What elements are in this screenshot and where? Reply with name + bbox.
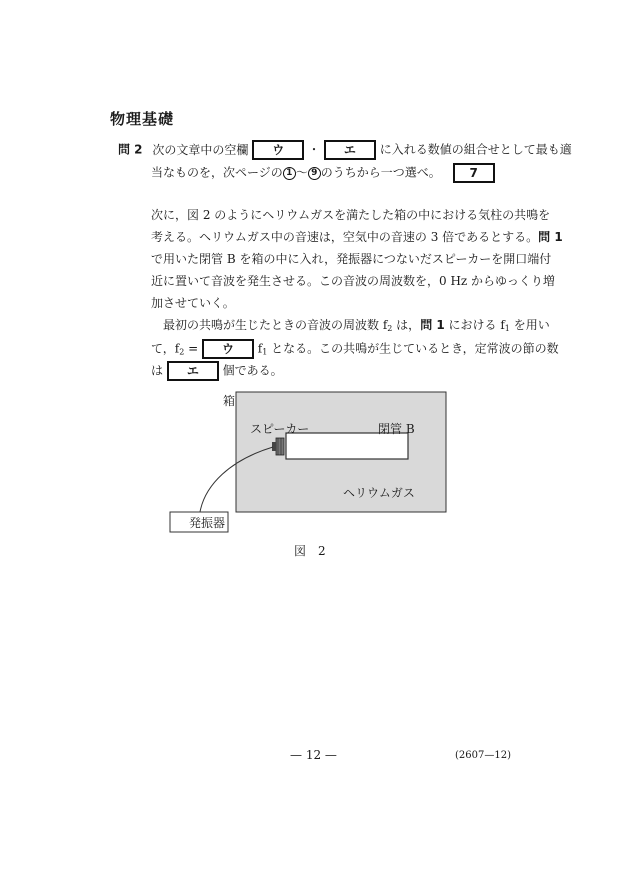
section-title: 物理基礎 bbox=[110, 110, 175, 128]
para2-l2-sub: 2 bbox=[179, 347, 185, 357]
separator-dot: ・ bbox=[308, 142, 321, 157]
para2-l1-b: は， bbox=[392, 318, 421, 332]
para2-l2-c: f bbox=[253, 341, 263, 356]
para2-l1-ref: 問 1 bbox=[420, 318, 445, 332]
page-number: — 12 — bbox=[290, 748, 337, 762]
figure-caption: 図 2 bbox=[294, 544, 326, 558]
para2-l2-b: = bbox=[184, 341, 202, 356]
para2-l2-sub2: 1 bbox=[262, 347, 268, 357]
answer-number-box: 7 bbox=[453, 163, 495, 183]
para1-line-2-ref: 問 1 bbox=[538, 230, 563, 244]
para2-l1-sub2: 1 bbox=[504, 324, 510, 333]
para1-line-3: で用いた閉管 B を箱の中に入れ，発振器につないだスピーカーを開口端付 bbox=[151, 252, 552, 266]
para1-line-5: 加させていく。 bbox=[151, 296, 235, 310]
para1-line-1: 次に，図 2 のようにヘリウムガスを満たした箱の中における気柱の共鳴を bbox=[151, 208, 551, 222]
answer-box-e-inline: エ bbox=[167, 361, 219, 381]
speaker-label: スピーカー bbox=[250, 422, 310, 436]
exam-code: (2607—12) bbox=[455, 750, 511, 761]
answer-box-u-inline: ウ bbox=[202, 339, 254, 359]
para2-l3-a: は bbox=[151, 363, 164, 378]
para2-l2-d: となる。この共鳴が生じているとき，定常波の節の数 bbox=[267, 341, 559, 356]
para2-l3-b: 個である。 bbox=[222, 363, 283, 378]
para2-l2-a: て，f bbox=[151, 341, 180, 356]
para2-l1-d: における f bbox=[444, 318, 505, 332]
para2-l1-sub: 2 bbox=[387, 324, 393, 333]
question-number: 問 2 bbox=[118, 142, 143, 157]
box-label: 箱 bbox=[223, 394, 236, 408]
question-line-2 bbox=[151, 163, 495, 183]
oscillator-label: 発振器 bbox=[188, 516, 225, 530]
question-text-3: 当なものを，次ページの bbox=[151, 165, 283, 180]
question-text-4: のうちから一つ選べ。 bbox=[320, 165, 441, 180]
para2-l1-e: を用い bbox=[509, 318, 550, 332]
para2-line-1 bbox=[163, 317, 550, 337]
para1-line-4: 近に置いて音波を発生させる。この音波の周波数を，0 Hz からゆっくり増 bbox=[151, 274, 555, 288]
tilde: 〜 bbox=[295, 165, 308, 180]
tube-label: 閉管 B bbox=[378, 422, 415, 436]
gas-label: ヘリウムガス bbox=[343, 486, 415, 500]
answer-box-e: エ bbox=[324, 140, 376, 160]
para1-line-2 bbox=[151, 229, 563, 245]
choice-end-circle: 9 bbox=[308, 167, 321, 180]
question-text-1: 次の文章中の空欄 bbox=[152, 142, 249, 157]
para1-line-2-text: 考える。ヘリウムガス中の音速は，空気中の音速の 3 倍であるとする。 bbox=[151, 230, 539, 244]
answer-box-u: ウ bbox=[252, 140, 304, 160]
choice-start-circle: 1 bbox=[283, 167, 296, 180]
para2-l1-a: 最初の共鳴が生じたときの音波の周波数 f bbox=[163, 318, 388, 332]
para2-line-2 bbox=[151, 339, 559, 361]
question-text-2: に入れる数値の組合せとして最も適 bbox=[379, 142, 572, 157]
question-line-1 bbox=[118, 140, 572, 160]
para2-line-3 bbox=[151, 361, 283, 381]
